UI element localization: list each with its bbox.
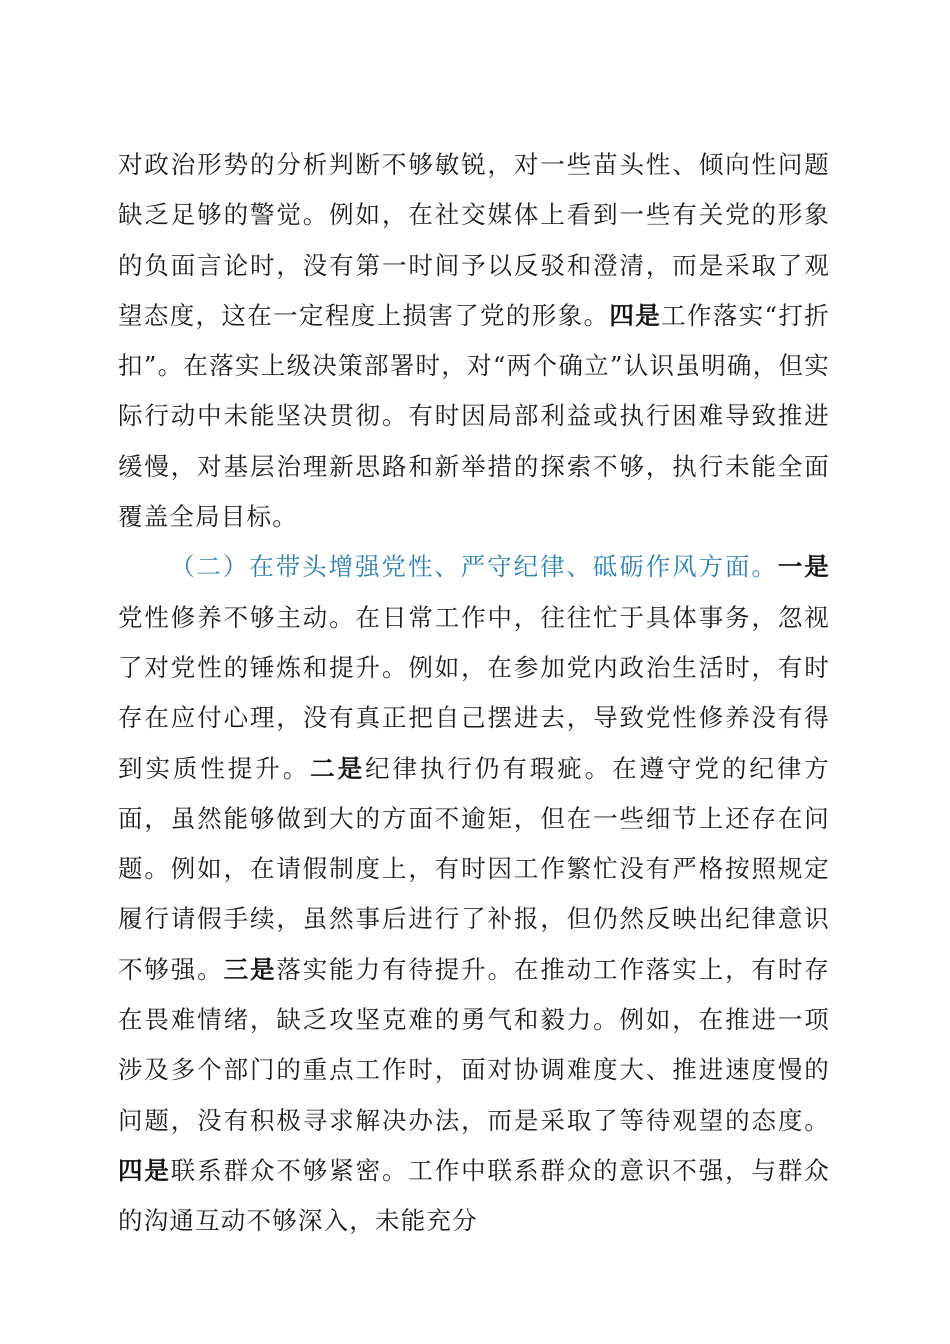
text-run: 对政治形势的分析判断不够敏锐，对一些苗头性、倾向性问题缺乏足够的警觉。例如，在社交媒体上看到一些有关党的形象的负面言论时，没有第一时间予以反驳和澄清，而是采取了观望态度，这在一定程度上损害了党的形象。 bbox=[118, 150, 830, 330]
text-run: 纪律执行仍有瑕疵。在遵守党的纪律方面，虽然能够做到大的方面不逾矩，但在一些细节上还存在问题。例如，在请假制度上，有时因工作繁忙没有严格按照规定履行请假手续，虽然事后进行了补报，但仍然反映出纪律意识不够强。 bbox=[118, 753, 830, 984]
text-run: 联系群众不够紧密。工作中联系群众的意识不强，与群众的沟通互动不够深入，未能充分 bbox=[118, 1155, 830, 1236]
bold-marker: 二是 bbox=[310, 753, 366, 783]
bold-marker: 三是 bbox=[223, 954, 277, 984]
text-run: 党性修养不够主动。在日常工作中，往往忙于具体事务，忽视了对党性的锤炼和提升。例如，在参加党内政治生活时，有时存在应付心理，没有真正把自己摆进去，导致党性修养没有得到实质性提升。 bbox=[118, 602, 830, 783]
document-body bbox=[118, 140, 830, 1247]
text-run: 工作落实“打折扣”。在落实上级决策部署时，对“两个确立”认识虽明确，但实际行动中未能坚决贯彻。有时因局部利益或执行困难导致推进缓慢，对基层治理新思路和新举措的探索不够，执行未能全面覆盖全局目标。 bbox=[118, 300, 830, 532]
section-heading: （二）在带头增强党性、严守纪律、砥砺作风方面。 bbox=[170, 552, 778, 582]
text-run: 落实能力有待提升。在推动工作落实上，有时存在畏难情绪，缺乏攻坚克难的勇气和毅力。例如，在推进一项涉及多个部门的重点工作时，面对协调难度大、推进速度慢的问题，没有积极寻求解决办法，而是采取了等待观望的态度。 bbox=[118, 954, 830, 1135]
paragraph-continuation bbox=[118, 140, 830, 542]
bold-marker: 四是 bbox=[118, 1155, 171, 1185]
bold-marker: 四是 bbox=[609, 300, 662, 330]
paragraph-section-two bbox=[118, 542, 830, 1246]
bold-marker: 一是 bbox=[777, 552, 830, 582]
